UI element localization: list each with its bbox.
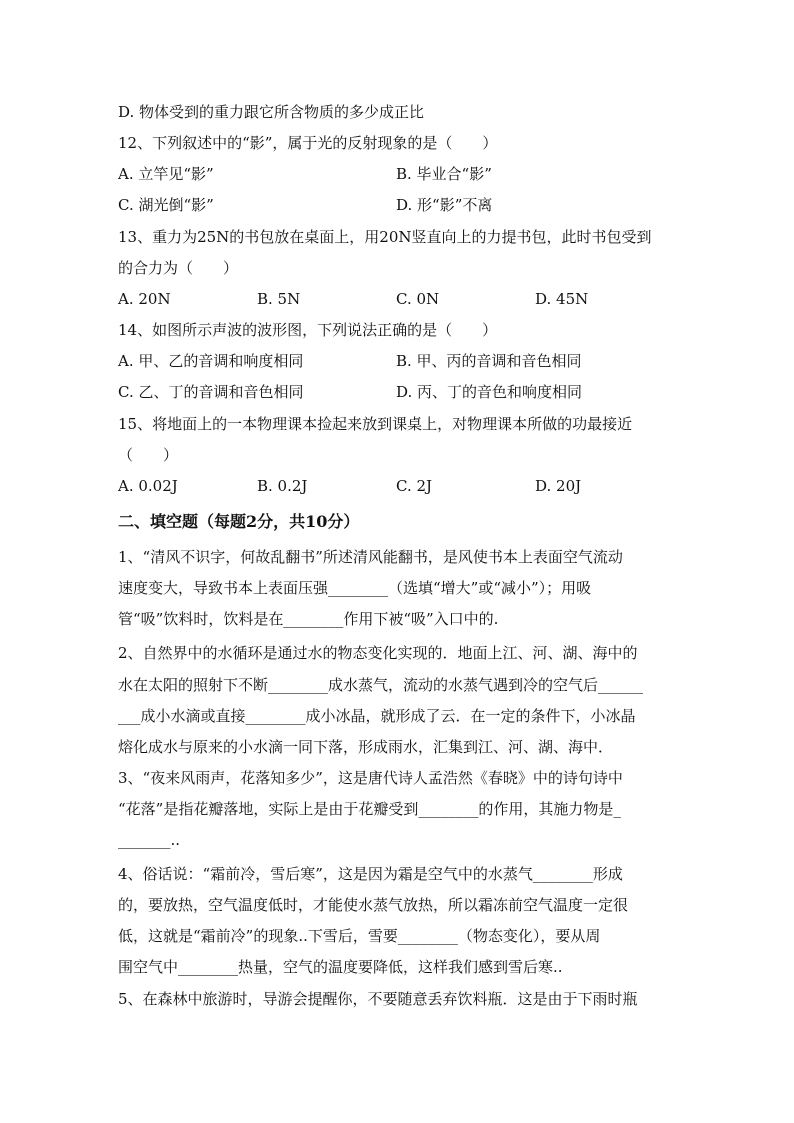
q14-stem: 14、如图所示声波的波形图，下列说法正确的是（ ） bbox=[118, 321, 498, 339]
q13-option-d: D. 45N bbox=[535, 290, 589, 308]
q13-option-a: A. 20N bbox=[118, 290, 171, 308]
q13-option-b: B. 5N bbox=[257, 290, 301, 308]
q15-stem-line2: （ ） bbox=[118, 446, 179, 464]
fill4-line3: 低，这就是“霜前冷”的现象..下雪后，雪要________（物态变化），要从周 bbox=[118, 927, 601, 945]
fill2-line3: ___成小水滴或直接________成小冰晶，就形成了云．在一定的条件下，小冰晶 bbox=[118, 707, 636, 725]
fill1-line3: 管“吸”饮料时，饮料是在________作用下被“吸”入口中的. bbox=[118, 610, 499, 628]
q15-option-c: C. 2J bbox=[396, 477, 433, 495]
fill1-line1: 1、“清风不识字，何故乱翻书”所述清风能翻书，是风使书本上表面空气流动 bbox=[118, 548, 623, 566]
q14-option-c: C. 乙、丁的音调和音色相同 bbox=[118, 383, 304, 401]
q11-option-d: D. 物体受到的重力跟它所含物质的多少成正比 bbox=[118, 103, 425, 121]
fill3-line3: _______.. bbox=[118, 831, 181, 849]
fill2-line2: 水在太阳的照射下不断________成水蒸气，流动的水蒸气遇到冷的空气后______ bbox=[118, 676, 644, 694]
q13-option-c: C. 0N bbox=[396, 290, 440, 308]
q12-option-d: D. 形“影”不离 bbox=[396, 196, 493, 214]
q15-stem-line1: 15、将地面上的一本物理课本捡起来放到课桌上，对物理课本所做的功最接近 bbox=[118, 415, 633, 433]
fill1-line2: 速度变大，导致书本上表面压强________（选填“增大”或“减小”）；用吸 bbox=[118, 579, 592, 597]
q12-option-a: A. 立竿见“影” bbox=[118, 165, 214, 183]
q14-option-d: D. 丙、丁的音色和响度相同 bbox=[396, 383, 583, 401]
section-heading-fill-in: 二、填空题（每题2分，共10分） bbox=[118, 512, 360, 531]
q14-option-b: B. 甲、丙的音调和音色相同 bbox=[396, 352, 582, 370]
q14-option-a: A. 甲、乙的音调和响度相同 bbox=[118, 352, 304, 370]
q12-stem: 12、下列叙述中的“影”，属于光的反射现象的是（ ） bbox=[118, 134, 498, 152]
q12-option-c: C. 湖光倒“影” bbox=[118, 196, 214, 214]
fill5-line1: 5、在森林中旅游时，导游会提醒你，不要随意丢弃饮料瓶．这是由于下雨时瓶 bbox=[118, 990, 638, 1008]
fill3-line2: “花落”是指花瓣落地，实际上是由于花瓣受到________的作用，其施力物是_ bbox=[118, 800, 621, 818]
q12-option-b: B. 毕业合“影” bbox=[396, 165, 492, 183]
q15-option-b: B. 0.2J bbox=[257, 477, 308, 495]
q15-option-a: A. 0.02J bbox=[118, 477, 178, 495]
q13-stem-line1: 13、重力为25N的书包放在桌面上，用20N竖直向上的力提书包，此时书包受到 bbox=[118, 228, 652, 246]
fill4-line4: 围空气中________热量，空气的温度要降低，这样我们感到雪后寒.. bbox=[118, 958, 563, 976]
fill3-line1: 3、“夜来风雨声，花落知多少”，这是唐代诗人孟浩然《春晓》中的诗句诗中 bbox=[118, 769, 623, 787]
fill2-line4: 熔化成水与原来的小水滴一同下落，形成雨水，汇集到江、河、湖、海中． bbox=[118, 738, 614, 756]
fill2-line1: 2、自然界中的水循环是通过水的物态变化实现的．地面上江、河、湖、海中的 bbox=[118, 644, 638, 662]
q13-stem-line2: 的合力为（ ） bbox=[118, 259, 239, 277]
fill4-line1: 4、俗话说：“霜前冷，雪后寒”，这是因为霜是空气中的水蒸气________形成 bbox=[118, 865, 623, 883]
q15-option-d: D. 20J bbox=[535, 477, 582, 495]
fill4-line2: 的，要放热，空气温度低时，才能使水蒸气放热，所以霜冻前空气温度一定很 bbox=[118, 896, 629, 914]
